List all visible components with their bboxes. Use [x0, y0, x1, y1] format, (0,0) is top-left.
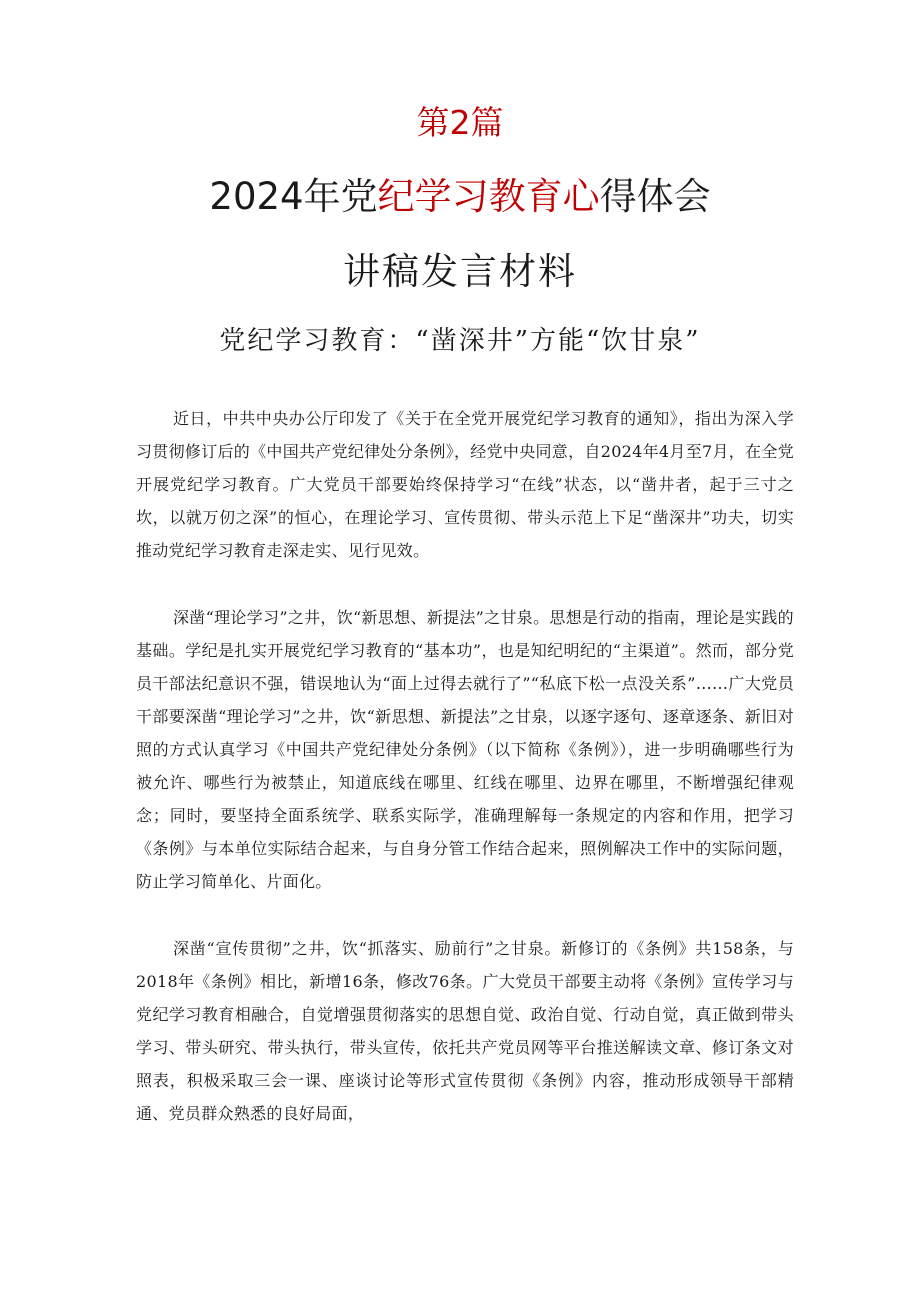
title-highlight: 纪学习教育心 [377, 175, 600, 218]
document-body [136, 402, 794, 1164]
body-paragraph: 深凿“理论学习”之井，饮“新思想、新提法”之甘泉。思想是行动的指南，理论是实践的基础。学纪是扎实开展党纪学习教育的“基本功”，也是知纪明纪的“主渠道”。然而，部分党员干部法纪意识不强，错误地认为“面上过得去就行了”“私底下松一点没关系”……广大党员干部要深凿“理论学习”之井，饮“新思想、新提法”之甘泉，以逐字逐句、逐章逐条、新旧对照的方式认真学习《中国共产党纪律处分条例》（以下简称《条例》），进一步明确哪些行为被允许、哪些行为被禁止，知道底线在哪里、红线在哪里、边界在哪里，不断增强纪律观念；同时，要坚持全面系统学、联系实际学，准确理解每一条规定的内容和作用，把学习《条例》与本单位实际结合起来，与自身分管工作结合起来，照例解决工作中的实际问题，防止学习简单化、片面化。 [136, 608, 794, 891]
title-suffix: 得体会 [599, 175, 711, 218]
body-paragraph: 深凿“宣传贯彻”之井，饮“抓落实、励前行”之甘泉。新修订的《条例》共158条，与2018年《条例》相比，新增16条，修改76条。广大党员干部要主动将《条例》宣传学习与党纪学习教育相融合，自觉增强贯彻落实的思想自觉、政治自觉、行动自觉，真正做到带头学习、带头研究、带头执行，带头宣传，依托共产党员网等平台推送解读文章、修订条文对照表，积极采取三会一课、座谈讨论等形式宣传贯彻《条例》内容，推动形成领导干部精通、党员群众熟悉的良好局面， [136, 939, 794, 1123]
chapter-label: 第2篇 [416, 103, 504, 142]
title-prefix: 2024年党 [209, 175, 378, 218]
body-paragraph: 近日，中共中央办公厅印发了《关于在全党开展党纪学习教育的通知》，指出为深入学习贯彻修订后的《中国共产党纪律处分条例》，经党中央同意，自2024年4月至7月，在全党开展党纪学习教育。广大党员干部要始终保持学习“在线”状态，以“凿井者，起于三寸之坎，以就万仞之深”的恒心，在理论学习、宣传贯彻、带头示范上下足“凿深井”功夫，切实推动党纪学习教育走深走实、见行见效。 [136, 409, 794, 560]
document-title-line1 [0, 173, 920, 221]
document-subtitle: 党纪学习教育：“凿深井”方能“饮甘泉” [219, 326, 701, 356]
document-title-line2: 讲稿发言材料 [343, 250, 577, 293]
